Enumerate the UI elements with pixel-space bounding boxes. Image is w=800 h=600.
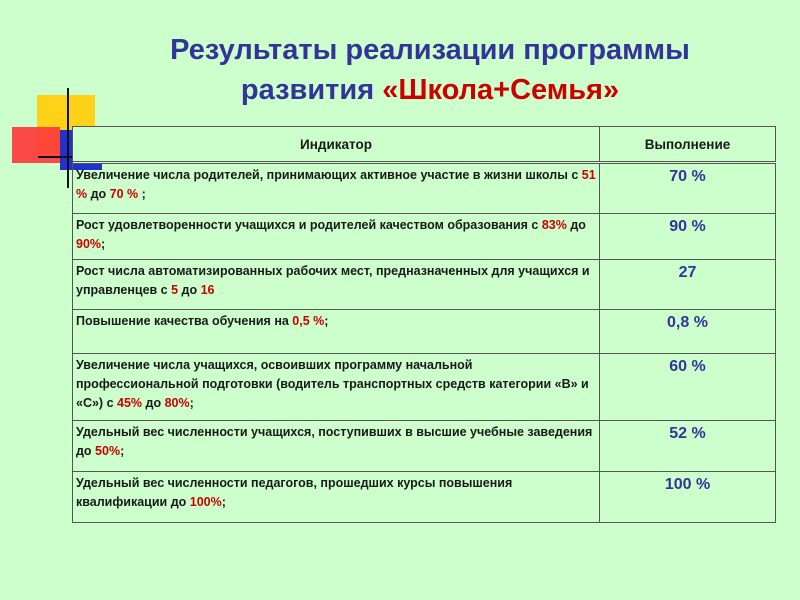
indicator-text: Удельный вес численности педагогов, прошедших курсы повышения квалификации до: [76, 476, 513, 509]
indicator-text: Повышение качества обучения на: [76, 314, 293, 328]
result-cell: 0,8 %: [600, 310, 776, 354]
indicator-cell: [73, 163, 600, 214]
table-row: [73, 260, 776, 310]
indicator-text: ;: [221, 495, 226, 509]
indicator-text: ;: [324, 314, 329, 328]
indicator-highlight: 100%: [189, 495, 222, 509]
title-line-2-prefix: развития: [240, 74, 383, 106]
indicator-text: Рост удовлетворенности учащихся и родителей качеством образования с: [76, 218, 542, 232]
title-accent: «Школа+Семья»: [382, 74, 620, 106]
indicator-cell: [73, 421, 600, 472]
table-header-row: [73, 127, 776, 163]
result-cell: 52 %: [600, 421, 776, 472]
indicator-highlight: 50%: [95, 444, 121, 458]
indicator-text: Увеличение числа родителей, принимающих активное участие в жизни школы с: [76, 168, 582, 182]
indicator-highlight: 16: [200, 283, 215, 297]
header-result: Выполнение: [600, 127, 776, 163]
title-line-1: Результаты реализации программы: [170, 34, 690, 66]
slide-title: [120, 30, 740, 110]
indicator-cell: [73, 472, 600, 523]
indicator-text: до: [178, 283, 201, 297]
indicator-highlight: 45%: [117, 396, 143, 410]
table-row: [73, 310, 776, 354]
indicator-highlight: 80%: [164, 396, 190, 410]
indicator-highlight: 0,5 %: [292, 314, 325, 328]
indicator-text: Увеличение числа учащихся, освоивших программу начальной профессиональной подготовки (водитель транспортных средств категории «В» и «С») с: [76, 358, 589, 410]
indicator-cell: [73, 260, 600, 310]
result-cell: 27: [600, 260, 776, 310]
indicator-text: ;: [189, 396, 194, 410]
indicator-highlight: 51 %: [76, 168, 596, 201]
indicator-cell: [73, 214, 600, 260]
table-row: [73, 472, 776, 523]
indicator-text: до: [566, 218, 586, 232]
indicator-text: до: [142, 396, 165, 410]
indicator-text: ;: [120, 444, 125, 458]
header-indicator: Индикатор: [73, 127, 600, 163]
result-cell: 90 %: [600, 214, 776, 260]
table-row: [73, 163, 776, 214]
table-row: [73, 421, 776, 472]
table-row: [73, 354, 776, 421]
result-cell: 60 %: [600, 354, 776, 421]
results-table: [72, 126, 776, 523]
indicator-text: ;: [101, 237, 106, 251]
indicator-text: ;: [138, 187, 146, 201]
result-cell: 100 %: [600, 472, 776, 523]
table-row: [73, 214, 776, 260]
indicator-cell: [73, 310, 600, 354]
indicator-cell: [73, 354, 600, 421]
title-line-2: [120, 70, 740, 110]
indicator-text: Рост числа автоматизированных рабочих мест, предназначенных для учащихся и управленцев с: [76, 264, 590, 297]
decor-vertical-line: [67, 88, 69, 188]
indicator-highlight: 90%: [76, 237, 102, 251]
indicator-text: Удельный вес численности учащихся, поступивших в высшие учебные заведения до: [76, 425, 593, 458]
result-cell: 70 %: [600, 163, 776, 214]
indicator-text: до: [87, 187, 110, 201]
indicator-highlight: 5: [171, 283, 179, 297]
indicator-highlight: 83%: [541, 218, 567, 232]
table-body: [73, 163, 776, 523]
indicator-highlight: 70 %: [109, 187, 139, 201]
